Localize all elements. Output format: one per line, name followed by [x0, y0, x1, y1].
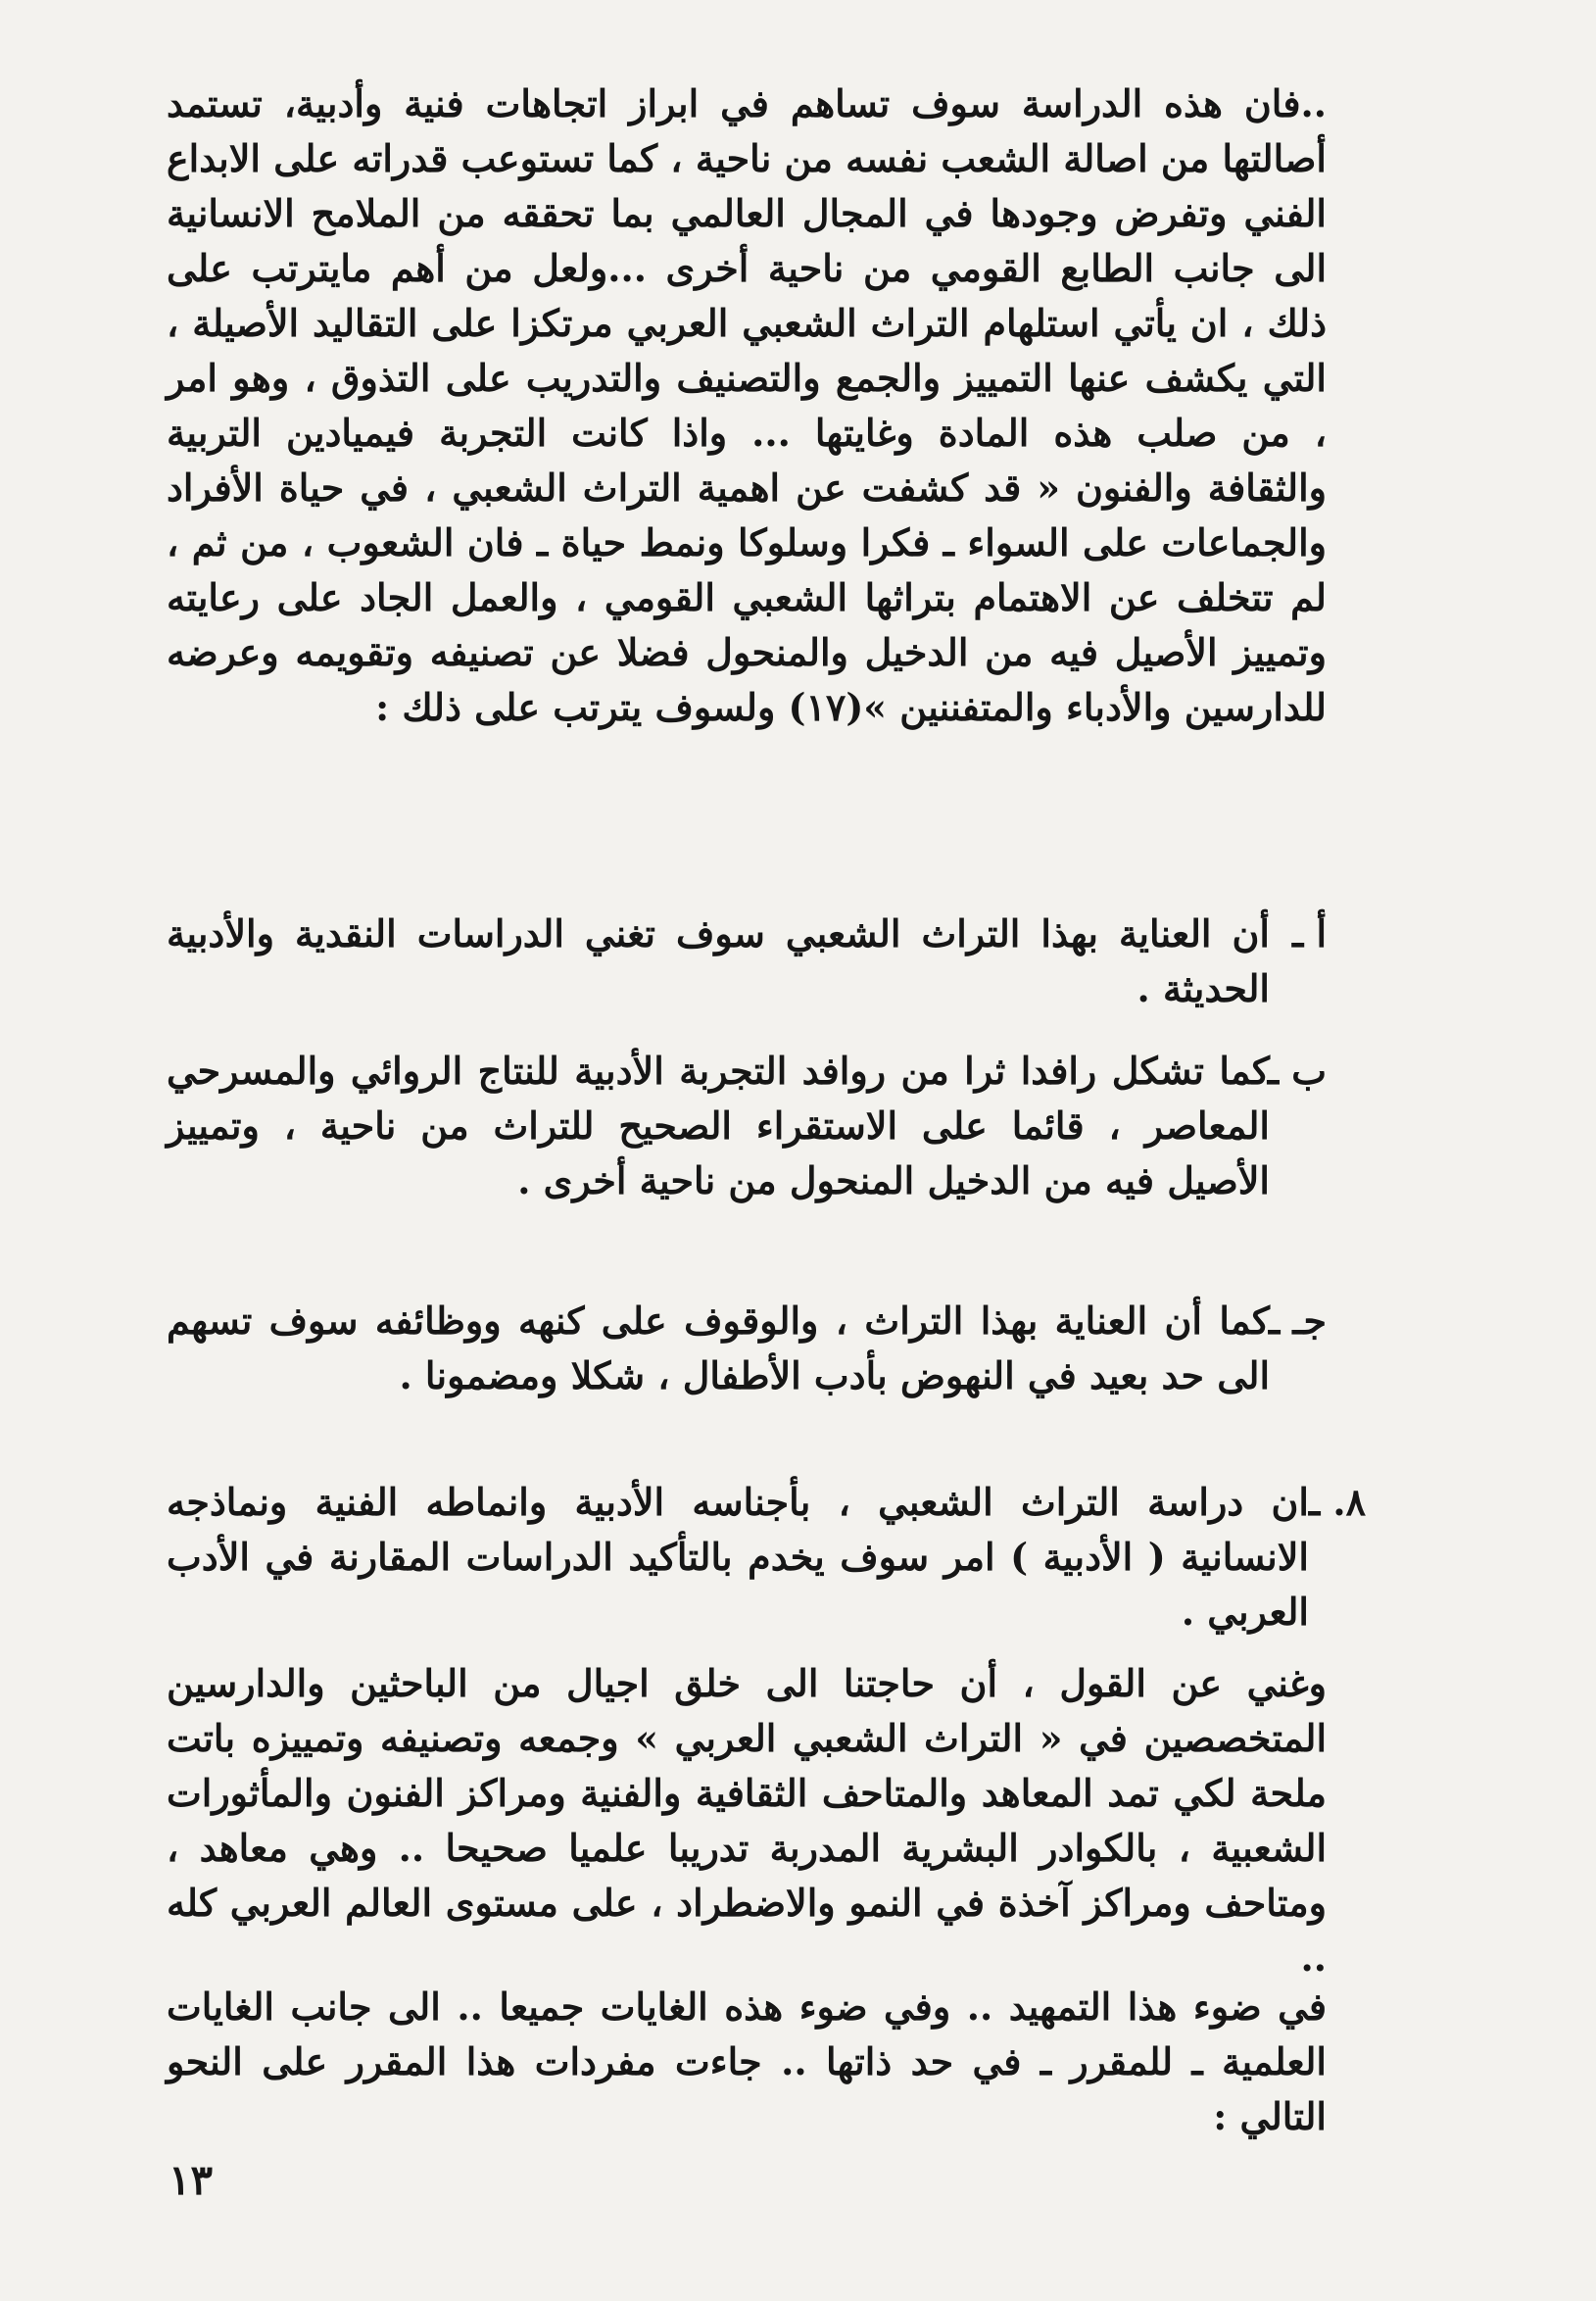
list-marker-b: ب ـ — [1267, 1049, 1327, 1093]
list-marker-8: ٨. ـ — [1308, 1480, 1366, 1524]
list-item-c — [167, 1294, 1327, 1403]
list-item-c-text: كما أن العناية بهذا التراث ، والوقوف على كنهه ووظائفه سوف تسهم الى حد بعيد في النهوض بأدب الأطفال ، شكلا ومضمونا . — [167, 1298, 1270, 1397]
list-item-b — [167, 1044, 1327, 1208]
list-marker-c: جـ ـ — [1269, 1298, 1327, 1343]
list-item-a-text: أن العناية بهذا التراث الشعبي سوف تغني الدراسات النقدية والأدبية الحديثة . — [167, 911, 1270, 1010]
list-item-8 — [167, 1475, 1366, 1640]
list-item-8-text: ان دراسة التراث الشعبي ، بأجناسه الأدبية وانماطه الفنية ونماذجه الانسانية ( الأدبية ) امر سوف يخدم بالتأكيد الدراسات المقارنة في الأدب العربي . — [167, 1480, 1309, 1634]
list-marker-a: أ ـ — [1292, 911, 1327, 955]
conclusion-paragraph: وغني عن القول ، أن حاجتنا الى خلق اجيال من الباحثين والدارسين المتخصصين في « التراث الشعبي العربي » وجمعه وتصنيفه وتمييزه باتت ملحة لكي تمد المعاهد والمتاحف الثقافية والفنية ومراكز الفنون والمأثورات الشعبية ، بالكوادر البشرية المدربة تدريبا علميا صحيحا .. وهي معاهد ، ومتاحف ومراكز آخذة في النمو والاضطراد ، على مستوى العالم العربي كله .. — [167, 1661, 1327, 1980]
final-paragraph: في ضوء هذا التمهيد .. وفي ضوء هذه الغايات جميعا .. الى جانب الغايات العلمية ـ للمقرر ـ في حد ذاتها .. جاءت مفردات هذا المقرر على النحو التالي : — [167, 1984, 1327, 2138]
list-item-a — [167, 906, 1327, 1016]
list-item-b-text: كما تشكل رافدا ثرا من روافد التجربة الأدبية للنتاج الروائي والمسرحي المعاصر ، قائما على الاستقراء الصحيح للتراث من ناحية ، وتمييز الأصيل فيه من الدخيل المنحول من ناحية أخرى . — [167, 1049, 1270, 1202]
intro-text: ..فان هذه الدراسة سوف تساهم في ابراز اتجاهات فنية وأدبية، تستمد أصالتها من اصالة الشعب نفسه من ناحية ، كما تستوعب قدراته على الابداع الفني وتفرض وجودها في المجال العالمي بما تحققه من الملامح الانسانية الى جانب الطابع القومي من ناحية أخرى ...ولعل من أهم مايترتب على ذلك ، ان يأتي استلهام التراث الشعبي العربي مرتكزا على التقاليد الأصيلة ، التي يكشف عنها التمييز والجمع والتصنيف والتدريب على التذوق ، وهو امر ، من صلب هذه المادة وغايتها ... واذا كانت التجربة فيميادين التربية والثقافة والفنون « قد كشفت عن اهمية التراث الشعبي ، في حياة الأفراد والجماعات على السواء ـ فكرا وسلوكا ونمط حياة ـ فان الشعوب ، من ثم ، لم تتخلف عن الاهتمام بتراثها الشعبي القومي ، والعمل الجاد على رعايته وتمييز الأصيل فيه من الدخيل والمنحول فضلا عن تصنيفه وتقويمه وعرضه للدارسين والأدباء والمتفننين »(١٧) ولسوف يترتب على ذلك : — [167, 81, 1327, 729]
page-number: ١٣ — [169, 2156, 214, 2204]
intro-paragraph — [167, 76, 1327, 735]
